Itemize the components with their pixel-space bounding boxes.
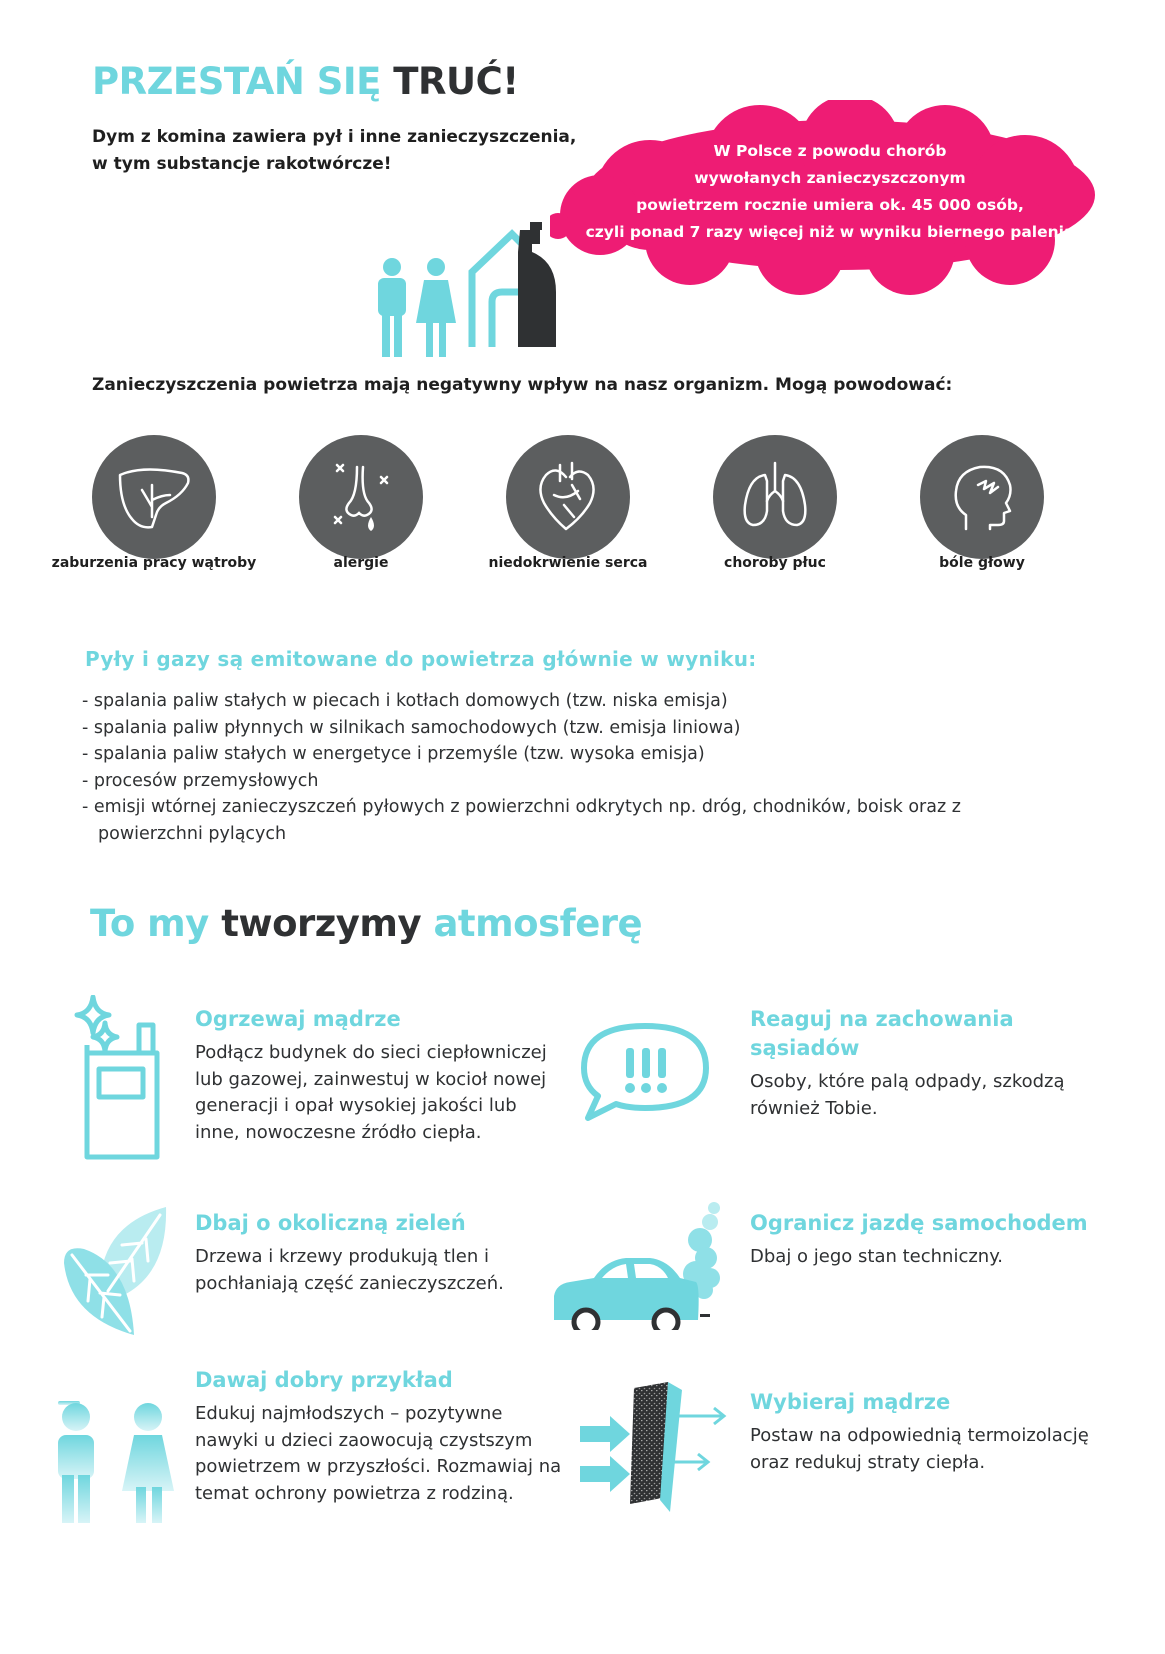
page-title (92, 60, 519, 103)
effect-label-headache: bóle głowy (939, 555, 1025, 571)
list-item: - spalania paliw stałych w energetyce i przemyśle (tzw. wysoka emisja) (82, 744, 705, 764)
tip-title: Reaguj na zachowania sąsiadów (750, 1007, 1014, 1060)
boiler-icon (65, 995, 165, 1165)
tip-insulation (750, 1388, 1120, 1476)
intro-line-2: w tym substancje rakotwórcze! (92, 154, 392, 174)
tip-body: Osoby, które palą odpady, szkodzą również Tobie. (750, 1071, 1065, 1119)
intro-text (92, 124, 612, 178)
list-item: - spalania paliw stałych w piecach i kotłach domowych (tzw. niska emisja) (82, 691, 728, 711)
tip-greenery (195, 1209, 565, 1297)
title-part-2: TRUĆ! (393, 60, 519, 103)
leaves-icon (60, 1205, 170, 1345)
liver-icon (92, 435, 216, 559)
list-item: - emisji wtórnej zanieczyszczeń pyłowych z powierzchni odkrytych np. dróg, chodników, boisk oraz z powierzchni pylących (82, 797, 961, 844)
tip-title: Ogrzewaj mądrze (195, 1007, 401, 1031)
speech-bubble-icon (578, 1020, 713, 1125)
lungs-icon (713, 435, 837, 559)
tip-heating (195, 1005, 565, 1146)
sources-list (82, 688, 1082, 847)
headache-icon (920, 435, 1044, 559)
effect-label-allergy: alergie (333, 555, 389, 571)
tip-body: Dbaj o jego stan techniczny. (750, 1246, 1004, 1267)
section-title-part-1: To my (90, 902, 209, 945)
tip-body: Podłącz budynek do sieci ciepłowniczej lub gazowej, zainwestuj w kocioł nowej generacji i opał wysokiej jakości lub inne, nowoczesne źródło ciepła. (195, 1042, 547, 1143)
list-item: - procesów przemysłowych (82, 770, 319, 791)
effect-label-heart: niedokrwienie serca (488, 555, 648, 571)
cloud-line-4: czyli ponad 7 razy więcej niż w wyniku biernego palenia (585, 223, 1075, 241)
intro-line-1: Dym z komina zawiera pył i inne zanieczyszczenia, (92, 127, 577, 147)
section-title (90, 902, 642, 945)
effect-label-lungs: choroby płuc (724, 555, 826, 571)
tip-body: Postaw na odpowiednią termoizolację oraz redukuj straty ciepła. (750, 1425, 1089, 1473)
tip-body: Edukuj najmłodszych – pozytywne nawyki u dzieci zaowocują czystszym powietrzem w przyszłości. Rozmawiaj na temat ochrony powietrza z rodziną. (195, 1403, 562, 1504)
tip-neighbours (750, 1005, 1120, 1122)
insulation-icon (578, 1382, 738, 1512)
effects-heading: Zanieczyszczenia powietrza mają negatywny wpływ na nasz organizm. Mogą powodować: (92, 375, 953, 395)
tip-driving (750, 1209, 1120, 1271)
effect-label-liver: zaburzenia pracy wątroby (51, 555, 257, 571)
tip-example (195, 1366, 565, 1507)
section-title-part-2: tworzymy (221, 902, 422, 945)
cloud-line-3: powietrzem rocznie umiera ok. 45 000 osób, (636, 196, 1024, 214)
section-title-part-3: atmosferę (433, 902, 643, 945)
tip-body: Drzewa i krzewy produkują tlen i pochłaniają część zanieczyszczeń. (195, 1246, 504, 1294)
family-icon (372, 258, 462, 358)
tip-title: Ogranicz jazdę samochodem (750, 1211, 1088, 1235)
cloud-text (560, 138, 1100, 246)
tip-title: Dbaj o okoliczną zieleń (195, 1211, 466, 1235)
sources-heading: Pyły i gazy są emitowane do powietrza głównie w wyniku: (85, 647, 757, 671)
title-part-1: PRZESTAŃ SIĘ (92, 60, 381, 103)
house-chimney-icon (462, 222, 592, 352)
car-icon (550, 1200, 725, 1330)
tip-title: Dawaj dobry przykład (195, 1368, 453, 1392)
list-item: - spalania paliw płynnych w silnikach samochodowych (tzw. emisja liniowa) (82, 717, 741, 738)
tip-title: Wybieraj mądrze (750, 1390, 951, 1414)
heart-icon (506, 435, 630, 559)
children-icon (52, 1395, 182, 1525)
cloud-line-1: W Polsce z powodu chorób (713, 142, 947, 160)
cloud-line-2: wywołanych zanieczyszczonym (694, 169, 966, 187)
allergy-nose-icon (299, 435, 423, 559)
